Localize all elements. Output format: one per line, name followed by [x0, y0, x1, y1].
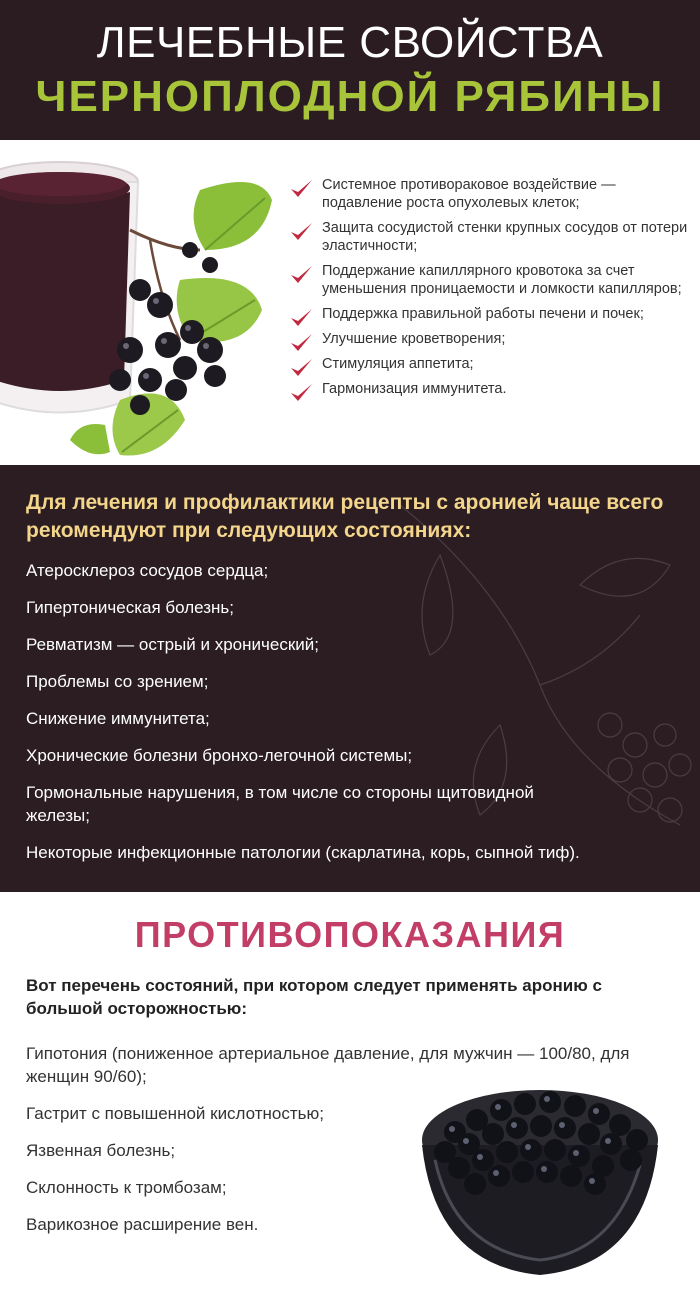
condition-item: Гормональные нарушения, в том числе со стороны щитовидной железы; — [26, 783, 534, 825]
checkmark-icon — [288, 220, 314, 244]
title-line-1: ЛЕЧЕБНЫЕ СВОЙСТВА — [96, 18, 604, 67]
property-text: Системное противораковое воздействие — подавление роста опухолевых клеток; — [322, 177, 616, 211]
checkmark-icon — [288, 381, 314, 405]
checkmark-icon — [288, 356, 314, 380]
contraindication-item: Гастрит с повышенной кислотностью; — [26, 1104, 324, 1123]
condition-item: Снижение иммунитета; — [26, 709, 210, 728]
header-banner — [0, 0, 700, 140]
property-item — [288, 262, 693, 298]
properties-list — [288, 176, 693, 405]
conditions-list — [26, 559, 586, 878]
contraindication-item: Варикозное расширение вен. — [26, 1215, 259, 1234]
contraindication-item: Склонность к тромбозам; — [26, 1178, 227, 1197]
conditions-heading: Для лечения и профилактики рецепты с аронией чаще всего рекомендуют при следующих состояниях: — [26, 491, 664, 542]
property-item — [288, 380, 693, 398]
property-text: Гармонизация иммунитета. — [322, 381, 507, 397]
condition-item: Хронические болезни бронхо-легочной системы; — [26, 746, 413, 765]
conditions-section — [0, 465, 700, 892]
condition-item: Ревматизм — острый и хронический; — [26, 635, 319, 654]
property-item — [288, 305, 693, 323]
contraindications-title: ПРОТИВОПОКАЗАНИЯ — [134, 914, 566, 955]
property-item — [288, 176, 693, 212]
property-text: Поддержание капиллярного кровотока за счет уменьшения проницаемости и ломкости капилляров; — [322, 263, 682, 297]
checkmark-icon — [288, 263, 314, 287]
condition-item: Атеросклероз сосудов сердца; — [26, 561, 269, 580]
condition-item: Некоторые инфекционные патологии (скарлатина, корь, сыпной тиф). — [26, 843, 580, 862]
property-item — [288, 330, 693, 348]
property-text: Стимуляция аппетита; — [322, 356, 474, 372]
checkmark-icon — [288, 306, 314, 330]
contraindications-section — [0, 892, 700, 1301]
contraindications-intro: Вот перечень состояний, при котором следует применять аронию с большой осторожностью: — [26, 976, 602, 1018]
property-text: Поддержка правильной работы печени и почек; — [322, 306, 644, 322]
condition-item: Гипертоническая болезнь; — [26, 598, 235, 617]
berry-bowl-illustration — [415, 1070, 665, 1285]
juice-and-berries-illustration — [0, 140, 290, 465]
condition-item: Проблемы со зрением; — [26, 672, 209, 691]
checkmark-icon — [288, 177, 314, 201]
property-text: Улучшение кроветворения; — [322, 331, 506, 347]
checkmark-icon — [288, 331, 314, 355]
properties-section — [0, 140, 700, 465]
property-item — [288, 219, 693, 255]
title-line-2: ЧЕРНОПЛОДНОЙ РЯБИНЫ — [35, 72, 665, 121]
property-item — [288, 355, 693, 373]
contraindication-item: Гипотония (пониженное артериальное давление, для мужчин — 100/80, для женщин 90/60); — [26, 1044, 630, 1086]
contraindication-item: Язвенная болезнь; — [26, 1141, 176, 1160]
property-text: Защита сосудистой стенки крупных сосудов от потери эластичности; — [322, 220, 688, 254]
